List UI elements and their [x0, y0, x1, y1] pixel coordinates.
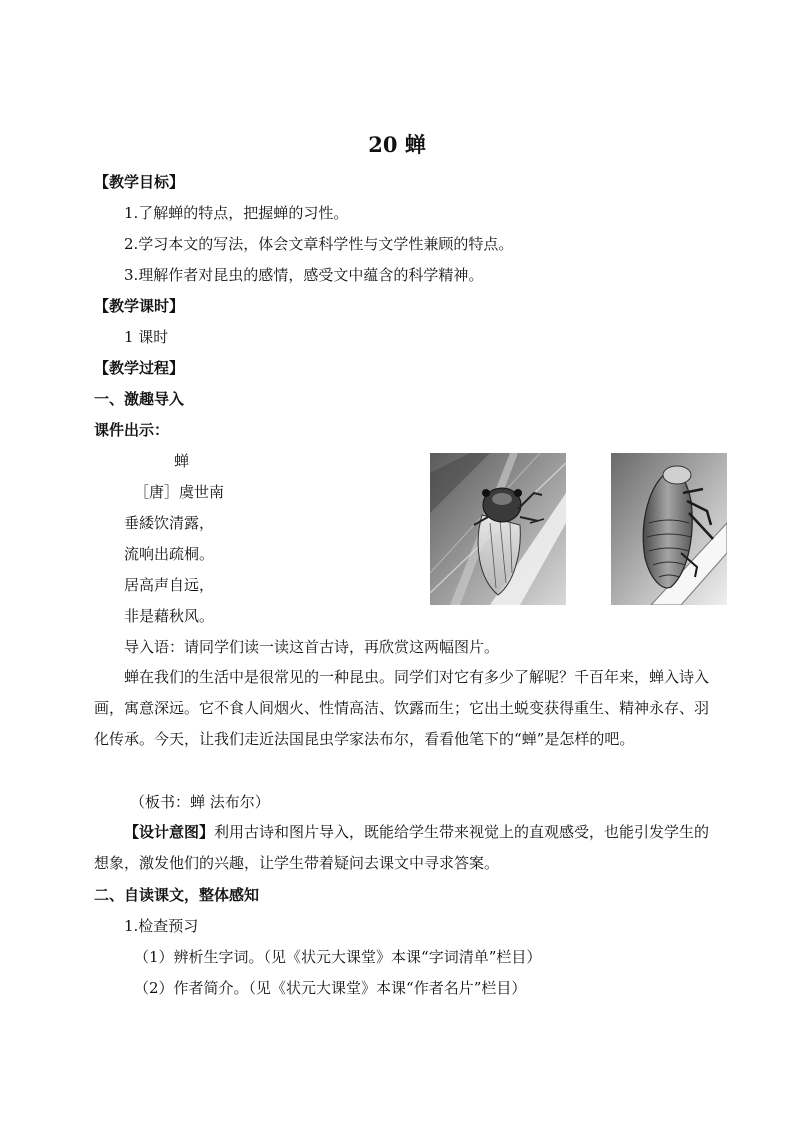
- poem-line: 流响出疏桐。: [124, 545, 215, 563]
- section-heading: 一、激趣导入: [94, 390, 185, 408]
- objective-item: 2.学习本文的写法，体会文章科学性与文学性兼顾的特点。: [124, 235, 514, 253]
- objective-item: 1.了解蝉的特点，把握蝉的习性。: [124, 204, 349, 222]
- cicada-photo: [430, 453, 566, 605]
- section-heading: 二、自读课文，整体感知: [94, 886, 260, 904]
- hours-value: 1 课时: [124, 328, 169, 346]
- process-heading: 【教学过程】: [94, 359, 185, 377]
- sub-item: （2）作者简介。（见《状元大课堂》本课“作者名片”栏目）: [134, 979, 527, 997]
- poem-author: ［唐］虞世南: [134, 483, 225, 501]
- sub-item: （1）辨析生字词。（见《状元大课堂》本课“字词清单”栏目）: [134, 948, 542, 966]
- design-intent-paragraph: [94, 817, 718, 879]
- board-note: （板书：蝉 法布尔）: [130, 793, 270, 811]
- cicada-nymph-photo: [611, 453, 727, 605]
- poem-line: 居高声自远，: [124, 576, 215, 594]
- page-title: 20 蝉: [368, 132, 426, 157]
- design-intent-label: 【设计意图】: [124, 823, 215, 841]
- hours-heading: 【教学课时】: [94, 297, 185, 315]
- intro-text: 导入语：请同学们读一读这首古诗，再欣赏这两幅图片。: [124, 638, 500, 656]
- intro-paragraph: 蝉在我们的生活中是很常见的一种昆虫。同学们对它有多少了解呢？千百年来，蝉入诗入画，寓意深远。它不食人间烟火、性情高洁、饮露而生；它出土蜕变获得重生、精神永存、羽化传承。今天，让我们走近法国昆虫学家法布尔，看看他笔下的“蝉”是怎样的吧。: [94, 668, 710, 748]
- design-intent-text: 利用古诗和图片导入，既能给学生带来视觉上的直观感受，也能引发学生的想象，激发他们的兴趣，让学生带着疑问去课文中寻求答案。: [94, 823, 710, 872]
- courseware-label: 课件出示：: [94, 421, 170, 439]
- objective-item: 3.理解作者对昆虫的感情，感受文中蕴含的科学精神。: [124, 266, 484, 284]
- poem-line: 垂緌饮清露，: [124, 514, 215, 532]
- objectives-heading: 【教学目标】: [94, 173, 185, 191]
- check-item: 1.检查预习: [124, 917, 199, 935]
- poem-line: 非是藉秋风。: [124, 607, 215, 625]
- poem-title: 蝉: [174, 452, 190, 470]
